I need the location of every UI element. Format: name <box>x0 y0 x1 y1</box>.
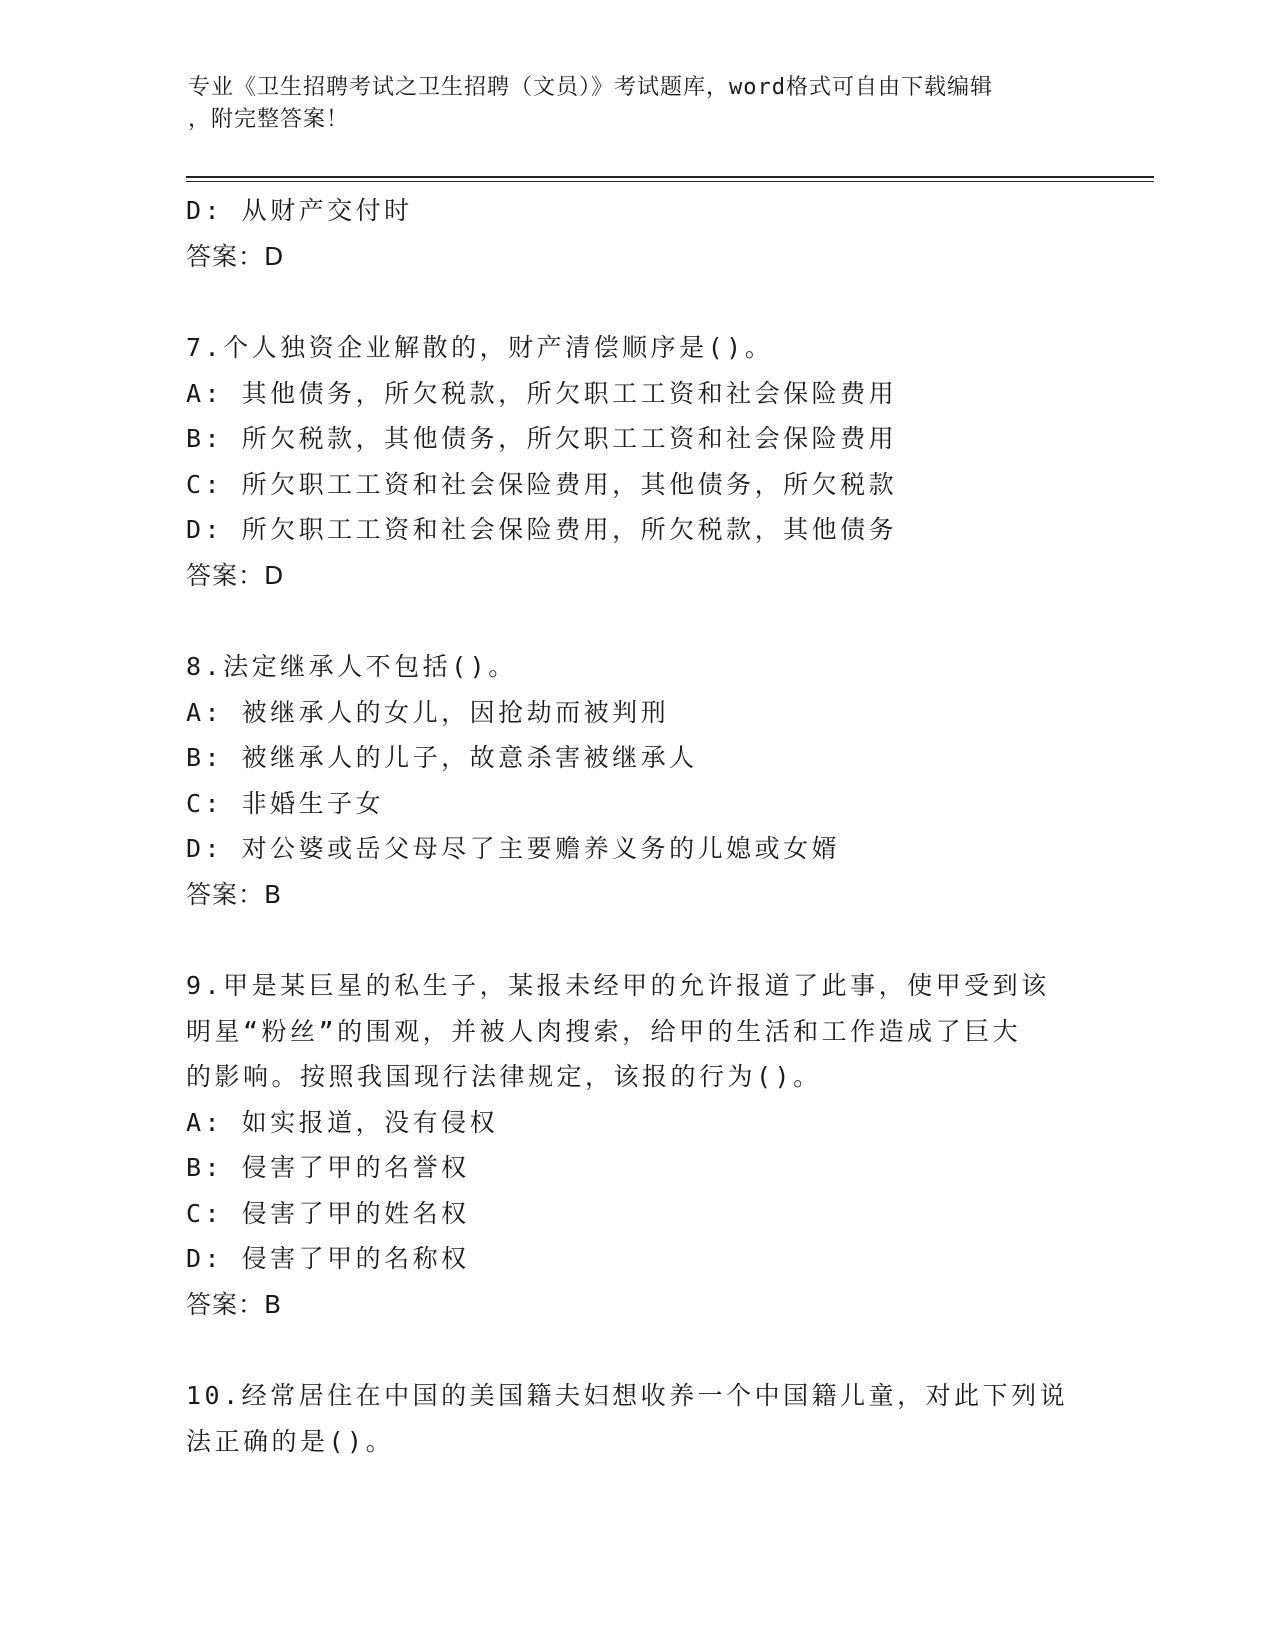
option-c: C: 所欠职工工资和社会保险费用，其他债务，所欠税款 <box>186 469 898 499</box>
question-7 <box>186 325 1086 598</box>
question-stem-line-1: 9.甲是某巨星的私生子，某报未经甲的允许报道了此事，使甲受到该 <box>186 971 1050 1000</box>
header-divider-thin <box>186 181 1154 182</box>
option-b: B: 所欠税款，其他债务，所欠职工工资和社会保险费用 <box>186 424 898 453</box>
question-6-tail <box>186 188 1086 279</box>
option-a: A: 如实报道，没有侵权 <box>186 1107 499 1137</box>
header-line-1: 专业《卫生招聘考试之卫生招聘（文员）》考试题库，word格式可自由下载编辑 <box>188 75 993 100</box>
option-b: B: 被继承人的儿子，故意杀害被继承人 <box>186 743 698 772</box>
question-stem: 8.法定继承人不包括()。 <box>186 652 517 681</box>
answer: 答案：D <box>186 560 285 590</box>
option-d: D: 从财产交付时 <box>186 196 413 225</box>
question-stem-line-3: 的影响。按照我国现行法律规定，该报的行为()。 <box>186 1062 822 1091</box>
answer: 答案：D <box>186 241 285 271</box>
option-c: C: 非婚生子女 <box>186 788 385 818</box>
question-stem-line-2: 法正确的是()。 <box>186 1426 395 1456</box>
option-d: D: 侵害了甲的名称权 <box>186 1244 470 1273</box>
header-divider <box>186 176 1154 178</box>
option-b: B: 侵害了甲的名誉权 <box>186 1153 470 1182</box>
document-header <box>188 72 1068 136</box>
question-list <box>186 188 1086 1464</box>
question-stem: 7.个人独资企业解散的，财产清偿顺序是()。 <box>186 333 774 362</box>
question-stem-line-1: 10.经常居住在中国的美国籍夫妇想收养一个中国籍儿童，对此下列说 <box>186 1381 1069 1410</box>
option-d: D: 对公婆或岳父母尽了主要赡养义务的儿媳或女婿 <box>186 834 841 863</box>
option-d: D: 所欠职工工资和社会保险费用，所欠税款，其他债务 <box>186 515 898 544</box>
answer: 答案：B <box>186 1289 283 1319</box>
header-line-2: ，附完整答案！ <box>188 107 350 132</box>
question-stem-line-2: 明星“粉丝”的围观，并被人肉搜索，给甲的生活和工作造成了巨大 <box>186 1016 1022 1046</box>
option-a: A: 其他债务，所欠税款，所欠职工工资和社会保险费用 <box>186 378 898 408</box>
option-c: C: 侵害了甲的姓名权 <box>186 1198 470 1228</box>
question-10 <box>186 1373 1086 1464</box>
question-9 <box>186 963 1086 1327</box>
question-8 <box>186 644 1086 917</box>
option-a: A: 被继承人的女儿，因抢劫而被判刑 <box>186 697 670 727</box>
answer: 答案：B <box>186 879 283 909</box>
